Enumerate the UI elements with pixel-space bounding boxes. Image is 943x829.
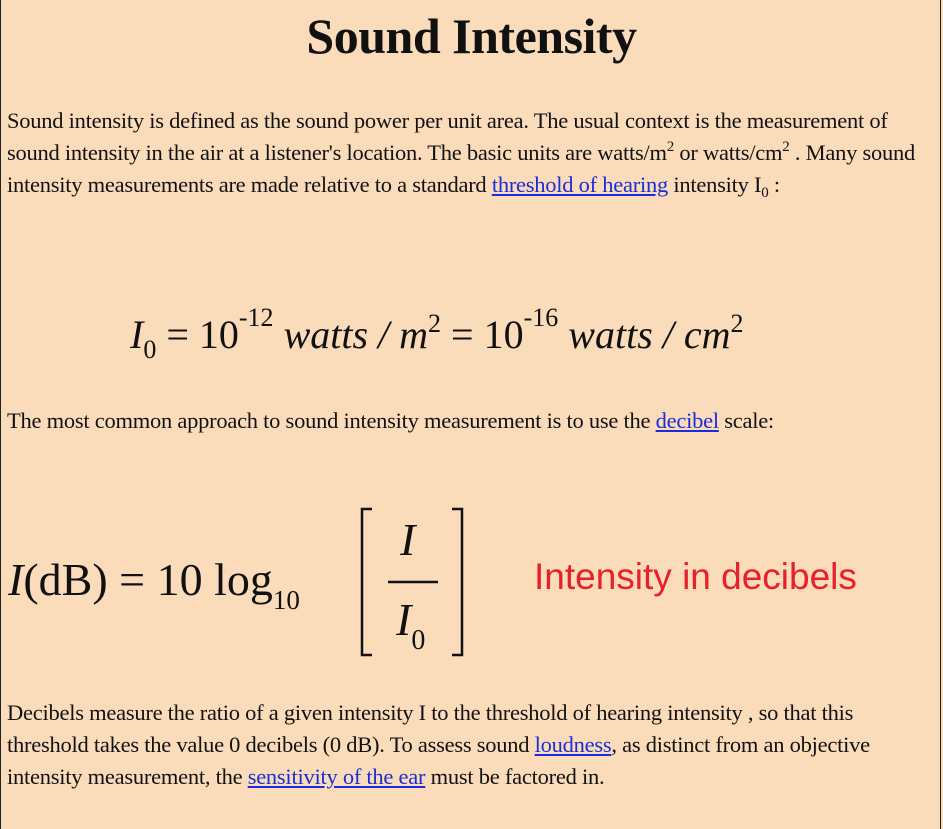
intro-text-d: intensity I <box>668 172 762 197</box>
intro-sub-d: 0 <box>761 185 769 201</box>
eq1-lhs: I <box>130 312 144 357</box>
eq2-denominator-sub: 0 <box>411 625 426 656</box>
decibel-text-b: scale: <box>718 408 774 433</box>
eq1-exponent-1: -12 <box>238 303 274 332</box>
eq1-unit-1: watts / m <box>283 312 429 357</box>
decibel-equation <box>8 505 478 665</box>
decibel-text-a: The most common approach to sound intensity measurement is to use the <box>7 408 656 433</box>
eq1-lhs-sub: 0 <box>143 335 157 364</box>
eq1-square-1: 2 <box>428 309 442 338</box>
page-title: Sound Intensity <box>306 8 637 64</box>
intro-sup-a: 2 <box>666 139 674 155</box>
eq1-square-2: 2 <box>730 309 744 338</box>
sensitivity-of-ear-link[interactable]: sensitivity of the ear <box>247 764 426 789</box>
intro-sup-b: 2 <box>782 139 790 155</box>
eq1-unit-2: watts / cm <box>568 312 731 357</box>
intro-text-c: . Many sound intensity measurements are made relative to a standard <box>7 140 915 197</box>
eq2-lhs-paren: (dB) = 10 log <box>23 554 273 605</box>
decibel-link[interactable]: decibel <box>655 408 719 433</box>
loudness-paragraph <box>7 697 939 793</box>
eq1-equals-2: = 10 <box>441 312 524 357</box>
eq2-denominator-i: I <box>396 594 412 645</box>
threshold-of-hearing-link[interactable]: threshold of hearing <box>491 172 669 197</box>
decibel-paragraph <box>7 405 939 437</box>
eq2-numerator: I <box>400 514 416 565</box>
eq1-equals-1: = 10 <box>156 312 239 357</box>
loudness-text-b: , as distinct from an objective intensity measurement, the <box>7 732 870 789</box>
eq2-denominator <box>396 593 425 657</box>
loudness-text-a: Decibels measure the ratio of a given intensity I to the threshold of hearing intensity , so that this threshold takes the value 0 decibels (0 dB). To assess sound <box>7 700 854 757</box>
eq2-log-base: 10 <box>272 585 300 615</box>
intro-paragraph <box>7 105 939 201</box>
eq2-lhs-i: I <box>8 554 24 605</box>
eq1-exponent-2: -16 <box>523 303 559 332</box>
eq2-lhs <box>8 553 300 616</box>
intro-text-e: : <box>768 172 780 197</box>
intro-text-b: or watts/cm <box>674 140 783 165</box>
loudness-link[interactable]: loudness <box>534 732 612 757</box>
loudness-text-c: must be factored in. <box>425 764 605 789</box>
intro-text-a: Sound intensity is defined as the sound power per unit area. The usual context is the measurement of sound intensity in the air at a listener's location. The basic units are watts/m <box>7 108 888 165</box>
intensity-annotation: Intensity in decibels <box>534 556 857 597</box>
threshold-equation <box>130 288 744 380</box>
